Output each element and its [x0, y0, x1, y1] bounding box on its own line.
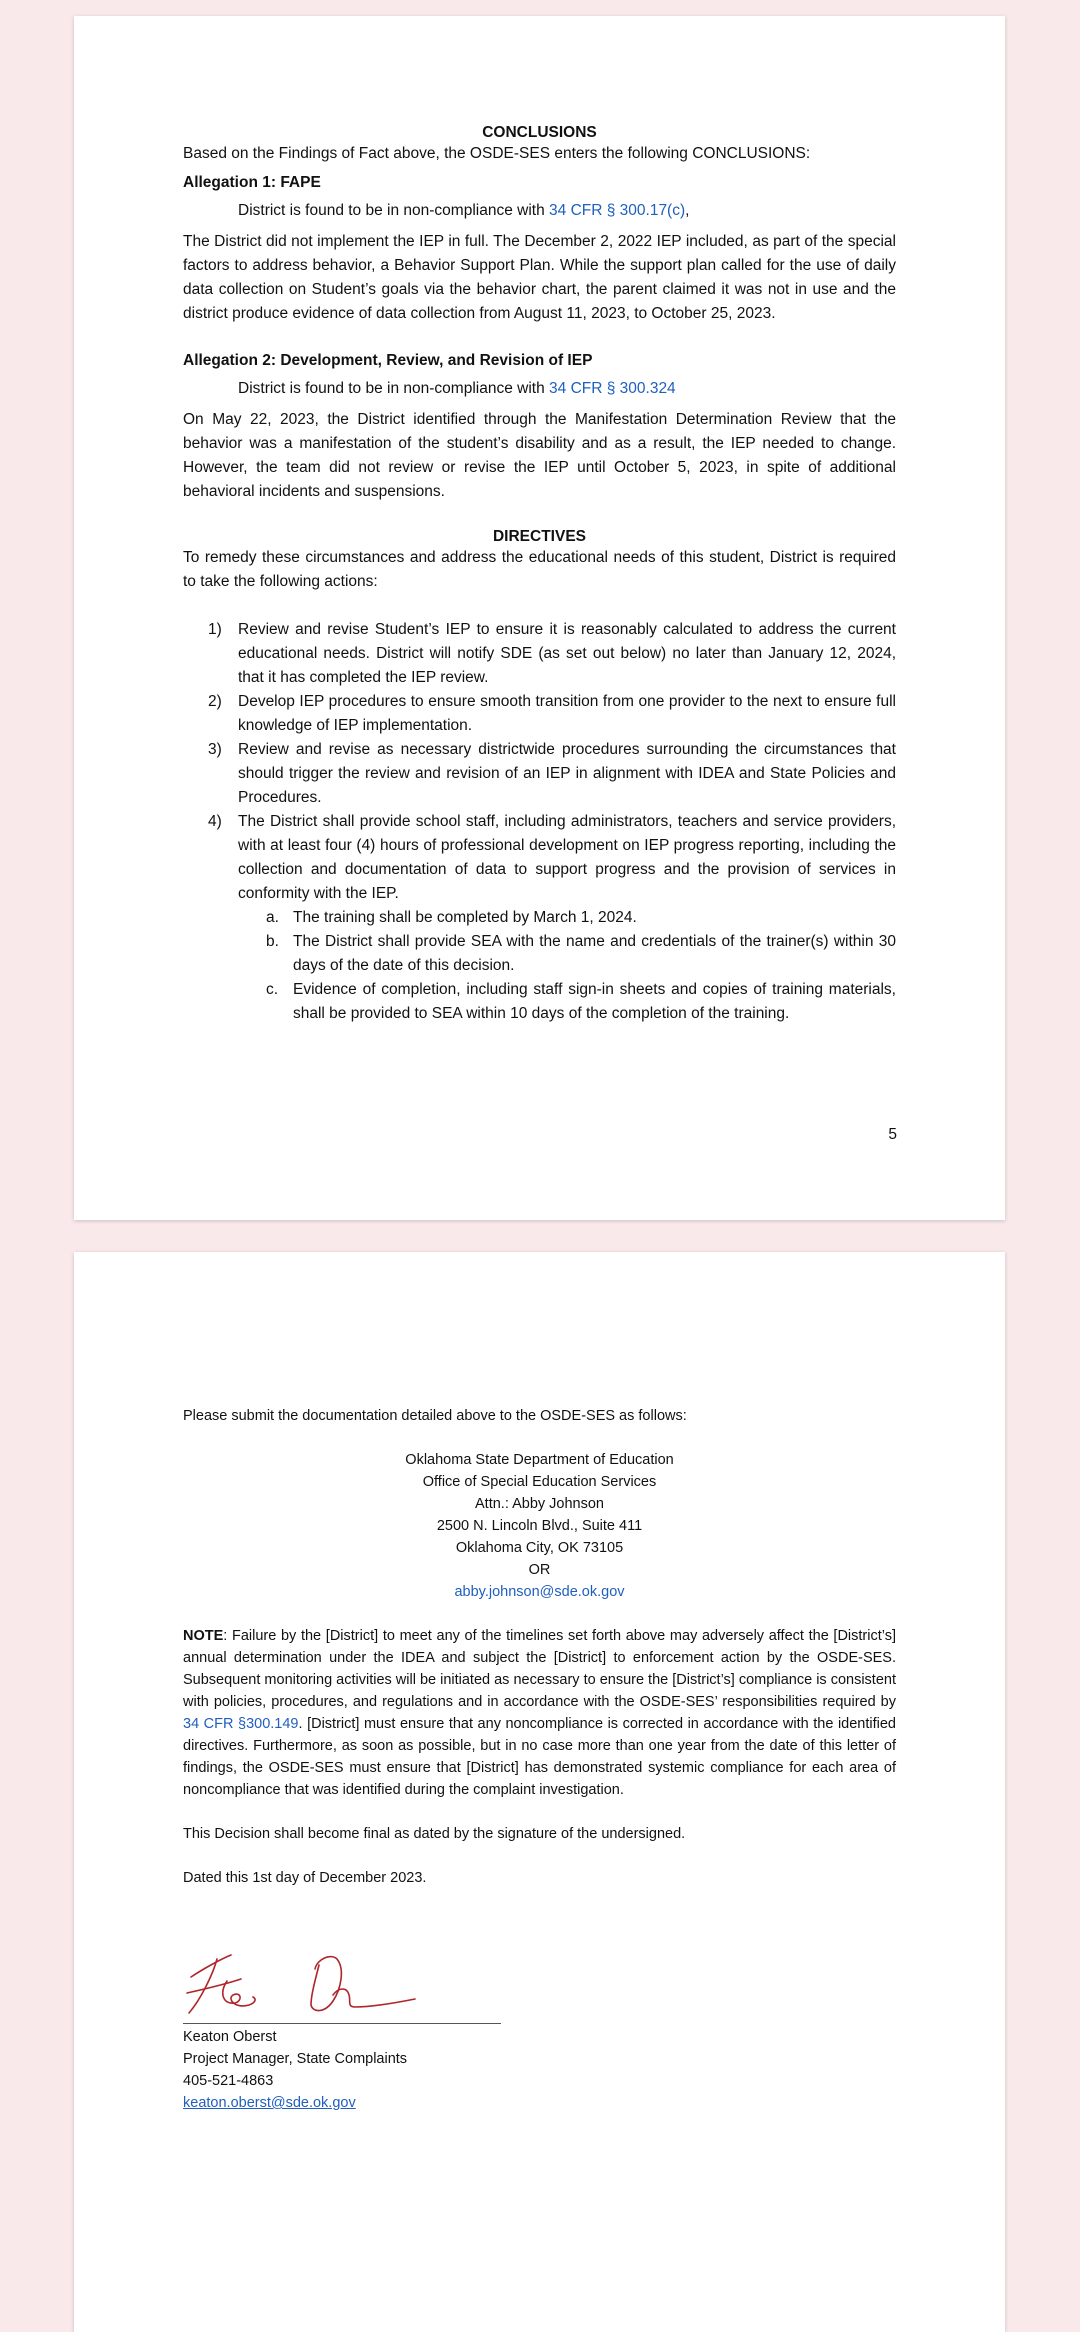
sub-directive-letter: b.: [266, 933, 279, 950]
note-label: NOTE: [183, 1628, 224, 1644]
final-statement: This Decision shall become final as dated by the signature of the undersigned.: [183, 1826, 686, 1842]
signature-block: [183, 1929, 896, 2023]
directives-list: [183, 618, 896, 1026]
conclusions-heading: CONCLUSIONS: [482, 124, 597, 141]
signer-email-line: [183, 2092, 896, 2114]
address-line: Office of Special Education Services: [422, 1474, 657, 1490]
page-content: [183, 1405, 896, 2114]
directive-item: [183, 690, 896, 738]
directive-text: Review and revise Student’s IEP to ensure it is reasonably calculated to address the current educational needs. District will notify SDE (as set out below) no later than January 12, 2024, that it has completed the IEP review.: [238, 621, 896, 686]
address-email-line: [183, 1581, 896, 1603]
allegation-2-finding: [183, 380, 896, 398]
allegation-1-text: The District did not implement the IEP in full. The December 2, 2022 IEP included, as part of the special factors to address behavior, a Behavior Support Plan. While the support plan called for the use of daily data collection on Student’s goals via the behavior chart, the parent claimed it was not in use and the district produce evidence of data collection from August 11, 2023, to October 25, 2023.: [183, 233, 896, 322]
address-line: 2500 N. Lincoln Blvd., Suite 411: [436, 1518, 643, 1534]
document-page-5: [74, 16, 1005, 1220]
finding-suffix: ,: [685, 202, 690, 219]
page-content: [183, 124, 896, 1026]
directive-text: Review and revise as necessary districtwide procedures surrounding the circumstances that should trigger the review and revision of an IEP in alignment with IDEA and State Policies and Procedures.: [238, 741, 896, 806]
sub-directive-item: [238, 906, 896, 930]
directive-number: 3): [208, 741, 222, 758]
sub-directives-list: [238, 906, 896, 1026]
submit-instructions: Please submit the documentation detailed above to the OSDE-SES as follows:: [183, 1408, 687, 1424]
sub-directive-item: [238, 978, 896, 1026]
note-text: : Failure by the [District] to meet any of the timelines set forth above may adversely affect the [District’s] annual determination under the IDEA and subject the [District] to enforcement action by the OSDE-SES. Subsequent monitoring activities will be initiated as necessary to ensure the [District’s] compliance is consistent with policies, procedures, and regulations and in accordance with the OSDE-SES’ responsibilities required by: [183, 1628, 896, 1710]
address-line: Oklahoma State Department of Education: [405, 1452, 674, 1468]
directive-item: [183, 738, 896, 810]
sub-directive-letter: a.: [266, 909, 279, 926]
sub-directive-text: The District shall provide SEA with the name and credentials of the trainer(s) within 30 days of the date of this decision.: [293, 933, 896, 974]
cfr-link-300-17[interactable]: 34 CFR § 300.17(c): [549, 202, 686, 219]
conclusions-intro: Based on the Findings of Fact above, the OSDE-SES enters the following CONCLUSIONS:: [183, 145, 811, 162]
directive-text: Develop IEP procedures to ensure smooth transition from one provider to the next to ensure full knowledge of IEP implementation.: [238, 693, 896, 734]
sub-directive-text: The training shall be completed by March 1, 2024.: [293, 909, 637, 926]
signer-title: Project Manager, State Complaints: [183, 2051, 408, 2067]
directive-item: [183, 618, 896, 690]
directive-text: The District shall provide school staff, including administrators, teachers and service providers, with at least four (4) hours of professional development on IEP progress reporting, including the collection and documentation of data to support progress and the provision of services in conformity with the IEP.: [238, 813, 896, 902]
sub-directive-item: [238, 930, 896, 978]
address-line: Oklahoma City, OK 73105: [455, 1540, 624, 1556]
mailing-address: [183, 1449, 896, 1603]
address-or: OR: [528, 1562, 551, 1578]
note-paragraph: [183, 1625, 896, 1801]
finding-prefix: District is found to be in non-compliance with: [238, 380, 550, 397]
directive-number: 1): [208, 621, 222, 638]
allegation-2-text: On May 22, 2023, the District identified through the Manifestation Determination Review that the behavior was a manifestation of the student’s disability and as a result, the IEP needed to change. However, the team did not review or revise the IEP until October 5, 2023, in spite of additional behavioral incidents and suspensions.: [183, 411, 896, 500]
directive-number: 2): [208, 693, 222, 710]
sub-directive-text: Evidence of completion, including staff sign-in sheets and copies of training materials, shall be provided to SEA within 10 days of the completion of the training.: [293, 981, 896, 1022]
signer-name: Keaton Oberst: [183, 2029, 277, 2045]
signer-email-link[interactable]: keaton.oberst@sde.ok.gov: [183, 2095, 356, 2111]
allegation-2-title: Allegation 2: Development, Review, and Revision of IEP: [183, 352, 593, 369]
allegation-1-title: Allegation 1: FAPE: [183, 174, 321, 191]
signer-phone: 405-521-4863: [183, 2073, 274, 2089]
cfr-link-300-149[interactable]: 34 CFR §300.149: [183, 1716, 299, 1732]
signature-line: [183, 2023, 501, 2024]
directives-heading: DIRECTIVES: [492, 528, 586, 545]
sub-directive-letter: c.: [266, 981, 279, 998]
handwritten-signature: [183, 1929, 443, 2023]
page-number: 5: [888, 1126, 897, 1143]
contact-email-link[interactable]: abby.johnson@sde.ok.gov: [454, 1584, 625, 1600]
note-text-continued: . [District] must ensure that any noncompliance is corrected in accordance with the identified directives. Furthermore, as soon as possible, but in no case more than one year from the date of this letter of findings, the OSDE-SES must ensure that [District] has demonstrated systemic compliance for each area of noncompliance that was identified during the complaint investigation.: [183, 1716, 896, 1798]
directive-number: 4): [208, 813, 222, 830]
directives-intro: To remedy these circumstances and address the educational needs of this student, District is required to take the following actions:: [183, 549, 896, 590]
address-line: Attn.: Abby Johnson: [475, 1496, 604, 1512]
directive-item: [183, 810, 896, 1026]
allegation-1-finding: [183, 202, 896, 220]
finding-prefix: District is found to be in non-compliance with: [238, 202, 550, 219]
dated-statement: Dated this 1st day of December 2023.: [183, 1870, 427, 1886]
document-page-6: [74, 1252, 1005, 2332]
cfr-link-300-324[interactable]: 34 CFR § 300.324: [549, 380, 676, 397]
